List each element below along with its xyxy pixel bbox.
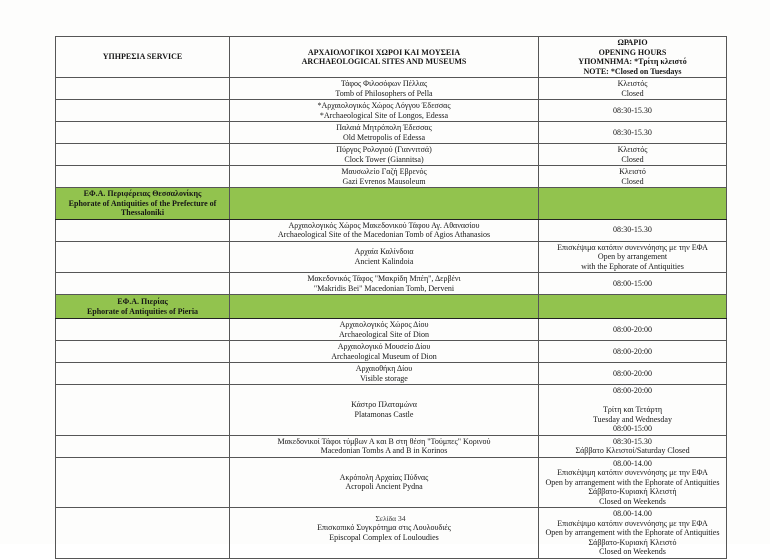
hours-cell (539, 166, 727, 188)
text-line: with the Ephorate of Antiquities (581, 261, 684, 271)
text-line: Ακρόπολη Αρχαίας Πύδνας (339, 472, 429, 482)
text-line: Tuesday and Wednesday (593, 414, 672, 424)
service-cell (56, 166, 230, 188)
text-line: Closed on Weekends (599, 547, 666, 556)
text-line: Closed (621, 88, 644, 98)
table-row (56, 219, 727, 241)
site-name-cell (230, 457, 539, 508)
section-row (56, 188, 727, 220)
table-row (56, 435, 727, 457)
site-name-cell (230, 166, 539, 188)
text-line: Σάββατο-Κυριακή Κλειστή (588, 487, 677, 496)
text-line: OPENING HOURS (598, 47, 667, 57)
service-cell (56, 319, 230, 341)
text-line: 08:30-15.30 (613, 105, 652, 115)
text-line: Επισκοπικό Συγκρότημα στις Λουλουδιές (317, 523, 451, 533)
service-cell (56, 385, 230, 436)
text-line: Closed (621, 154, 644, 164)
text-line: Αρχαία Καλίνδοια (354, 247, 414, 257)
text-line: Μακεδονικοί Τάφοι τύμβων Α και Β στη θέση "Τούμπες" Κορινού (277, 436, 491, 446)
site-name-cell (230, 319, 539, 341)
text-line: Σάββατο Κλειστοί/Saturday Closed (575, 446, 690, 455)
opening-hours-table (55, 36, 727, 559)
service-cell (56, 363, 230, 385)
text-line: Gazi Evrenos Mausoleum (342, 176, 426, 186)
header-opening-hours (539, 37, 727, 78)
hours-cell (539, 435, 727, 457)
text-line: 08:00-15:00 (612, 424, 653, 433)
text-line: Επισκέψιμα κατόπιν συνεννόησης με την ΕΦΑ (557, 242, 708, 252)
hours-cell (539, 144, 727, 166)
text-line: Old Metropolis of Edessa (343, 132, 425, 142)
site-name-cell (230, 78, 539, 100)
table-row (56, 457, 727, 508)
text-line: Πύργος Ρολογιού (Γιαννιτσά) (336, 145, 432, 154)
hours-cell (539, 273, 727, 295)
text-line: Ancient Kalindoia (354, 256, 414, 266)
text-line: Ephorate of Antiquities of Pieria (86, 306, 199, 316)
section-empty-cell (230, 188, 539, 220)
section-empty-cell (230, 295, 539, 319)
text-line: Αρχαιολογικός Χώρος Μακεδονικού Τάφου Αγ. Αθανασίου (288, 220, 480, 230)
text-line: Macedonian Tombs A and B in Korinos (320, 446, 448, 455)
hours-cell (539, 122, 727, 144)
table-row (56, 122, 727, 144)
site-name-cell (230, 435, 539, 457)
section-empty-cell (539, 188, 727, 220)
text-line: ΥΠΟΜΝΗΜΑ: *Τρίτη κλειστό (578, 57, 687, 66)
text-line: Αρχαιοθήκη Δίου (355, 364, 413, 373)
hours-cell (539, 341, 727, 363)
text-line: Σάββατο-Κυριακή Κλειστό (588, 537, 677, 547)
header-service (56, 37, 230, 78)
table-row (56, 341, 727, 363)
table-row (56, 363, 727, 385)
text-line: Open by arrangement with the Ephorate of Antiquities (545, 528, 720, 537)
site-name-cell (230, 341, 539, 363)
table-row (56, 100, 727, 122)
hours-cell (539, 319, 727, 341)
text-line: "Makridis Bei" Macedonian Tomb, Derveni (313, 283, 455, 293)
text-line: ΕΦ.Α. Πιερίας (117, 297, 168, 306)
hours-cell (539, 385, 727, 436)
table-row (56, 319, 727, 341)
text-line: ARCHAEOLOGICAL SITES AND MUSEUMS (301, 57, 467, 66)
text-line: 08:30-15.30 (613, 225, 652, 235)
text-line: Επισκέψιμη κατόπιν συνεννόησης με την ΕΦΑ (557, 468, 708, 477)
text-line: Clock Tower (Giannitsa) (344, 154, 424, 164)
hours-cell (539, 363, 727, 385)
text-line: Open by arrangement (597, 252, 668, 261)
hours-cell (539, 78, 727, 100)
section-row (56, 295, 727, 319)
table-row (56, 273, 727, 295)
header-sites-museums (230, 37, 539, 78)
section-empty-cell (539, 295, 727, 319)
service-cell (56, 78, 230, 100)
text-line: Κλειστό (619, 167, 646, 176)
text-line: Ephorate of Antiquities of the Prefecture of Thessaloniki (68, 198, 217, 217)
hours-cell (539, 219, 727, 241)
table-header-row (56, 37, 727, 78)
text-line: Acropoli Ancient Pydna (345, 482, 423, 492)
text-line: Archaeological Museum of Dion (331, 351, 437, 361)
text-line: Open by arrangement with the Ephorate of Antiquities (545, 477, 720, 487)
text-line: 08:00-20:00 (612, 324, 653, 334)
text-line: ΑΡΧΑΙΟΛΟΓΙΚΟΙ ΧΩΡΟΙ ΚΑΙ ΜΟΥΣΕΙΑ (307, 47, 461, 57)
service-cell (56, 273, 230, 295)
text-line: NOTE: *Closed on Tuesdays (583, 66, 682, 76)
service-cell (56, 457, 230, 508)
text-line: 08.00-14.00 (613, 509, 652, 518)
service-cell (56, 122, 230, 144)
table-row (56, 241, 727, 273)
text-line: Μαυσωλείο Γαζή Εβρενός (341, 167, 427, 176)
service-cell (56, 435, 230, 457)
text-line: Closed on Weekends (599, 496, 666, 506)
service-cell (56, 341, 230, 363)
text-line: ΩΡΑΡΙΟ (617, 38, 648, 47)
text-line: 08:30-15.30 (613, 436, 652, 446)
text-line: Επισκέψιμο κατόπιν συνεννόησης με την ΕΦΑ (557, 518, 708, 528)
text-line: Αρχαιολογικός Χώρος Δίου (339, 320, 429, 329)
table-row (56, 385, 727, 436)
text-line: Platamonas Castle (354, 409, 414, 419)
text-line: 08:00-15:00 (612, 278, 653, 288)
site-name-cell (230, 219, 539, 241)
text-line: Τάφος Φιλοσόφων Πέλλας (340, 79, 428, 88)
text-line: ΕΦ.Α. Περιφέρειας Θεσσαλονίκης (83, 189, 202, 198)
text-line: Closed (621, 176, 644, 186)
site-name-cell (230, 363, 539, 385)
hours-cell (539, 100, 727, 122)
text-line: Archaeological Site of the Macedonian Tomb of Agios Athanasios (277, 230, 491, 239)
service-cell (56, 241, 230, 273)
text-line: Παλαιά Μητρόπολη Έδεσσας (336, 123, 432, 132)
table-row (56, 166, 727, 188)
text-line: 08:00-20:00 (612, 346, 653, 356)
section-title-cell (56, 188, 230, 220)
text-line: Μακεδονικός Τάφος "Μακρίδη Μπέη", Δερβένι (307, 274, 461, 283)
text-line: Κάστρο Πλαταμώνα (351, 400, 417, 410)
text-line: *Archaeological Site of Longos, Edessa (319, 110, 449, 120)
hours-cell (539, 457, 727, 508)
page-number: Σελίδα 34 (375, 514, 406, 523)
text-line: Κλειστός (617, 145, 648, 154)
table-body (56, 78, 727, 559)
section-title-cell (56, 295, 230, 319)
text-line: 08.00-14.00 (613, 458, 652, 468)
hours-cell (539, 241, 727, 273)
site-name-cell (230, 385, 539, 436)
service-cell (56, 144, 230, 166)
text-line: Tomb of Philosophers of Pella (335, 88, 433, 98)
text-line: Αρχαιολογικό Μουσείο Δίου (337, 342, 431, 351)
table-row (56, 78, 727, 100)
table-row (56, 144, 727, 166)
text-line: Κλειστός (617, 79, 648, 88)
text-line: Episcopal Complex of Louloudies (329, 532, 439, 542)
site-name-cell (230, 100, 539, 122)
site-name-cell (230, 144, 539, 166)
text-line: *Αρχαιολογικός Χώρος Λόγγου Έδεσσας (317, 101, 451, 110)
text-line: ΥΠΗΡΕΣΙΑ SERVICE (102, 52, 183, 62)
text-line: 08:00-20:00 (612, 386, 653, 395)
text-line: 08:00-20:00 (612, 368, 653, 378)
site-name-cell (230, 273, 539, 295)
service-cell (56, 100, 230, 122)
text-line (542, 396, 723, 406)
service-cell (56, 219, 230, 241)
site-name-cell (230, 241, 539, 273)
text-line: Visible storage (360, 373, 408, 383)
text-line: Archaeological Site of Dion (339, 329, 429, 339)
text-line: 08:30-15.30 (613, 127, 652, 137)
site-name-cell (230, 122, 539, 144)
text-line: Τρίτη και Τετάρτη (602, 405, 663, 414)
